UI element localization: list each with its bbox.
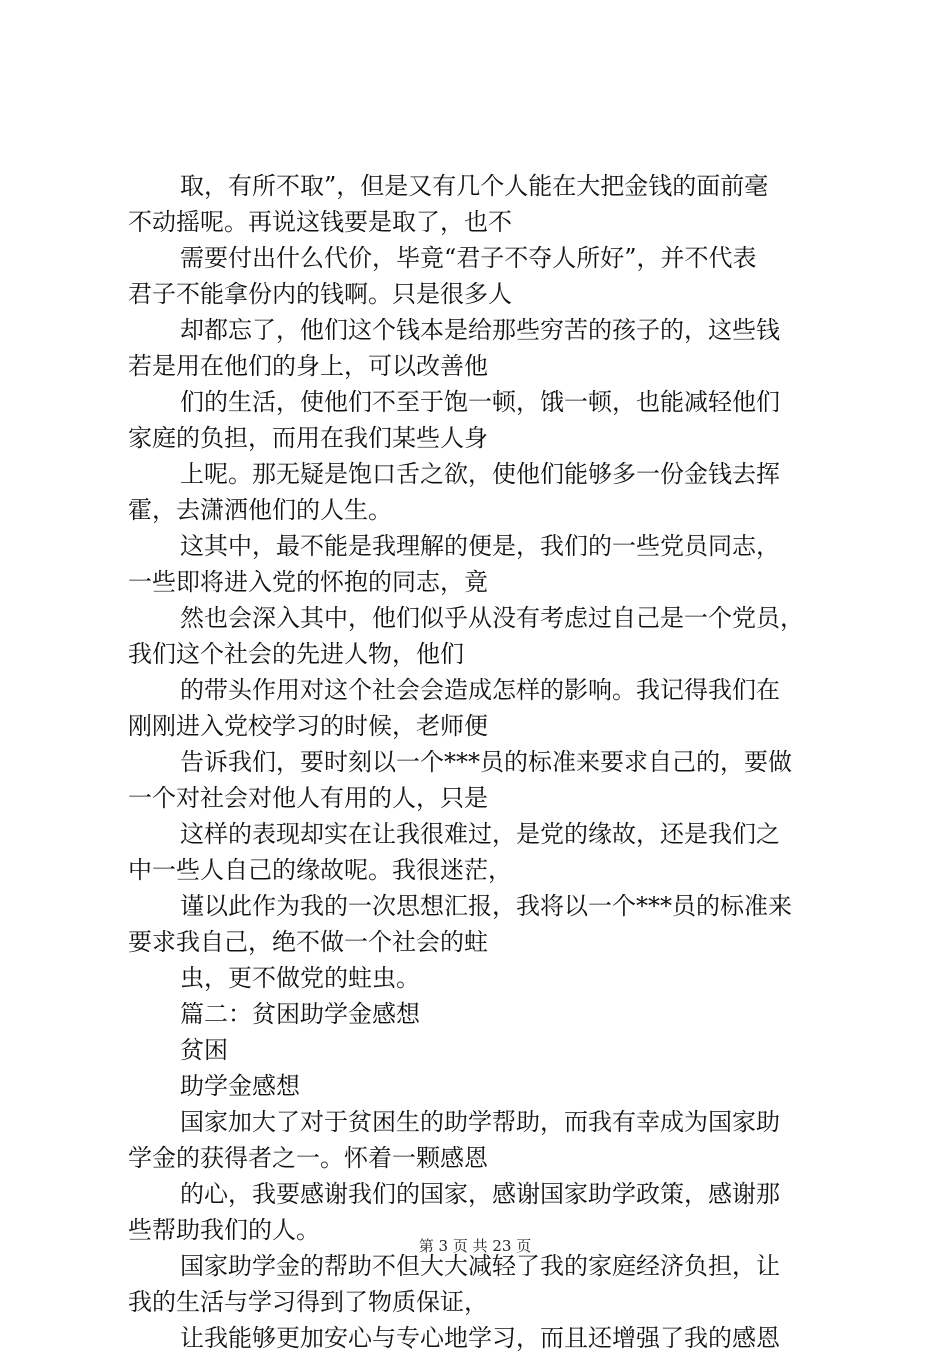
text-line: 这样的表现却实在让我很难过，是党的缘故，还是我们之 <box>180 820 780 848</box>
text-line: 国家加大了对于贫困生的助学帮助，而我有幸成为国家助 <box>180 1108 780 1136</box>
text-line: 虫，更不做党的蛀虫。 <box>180 964 420 992</box>
text-line: 贫困 <box>180 1036 228 1064</box>
text-line: 一些即将进入党的怀抱的同志，竟 <box>128 568 488 596</box>
text-line: 告诉我们，要时刻以一个***员的标准来要求自己的，要做 <box>180 748 792 776</box>
text-line: 学金的获得者之一。怀着一颗感恩 <box>128 1144 488 1172</box>
text-line: 助学金感想 <box>180 1072 300 1100</box>
text-line: 些帮助我们的人。 <box>128 1216 320 1244</box>
text-line: 刚刚进入党校学习的时候，老师便 <box>128 712 488 740</box>
text-line: 这其中，最不能是我理解的便是，我们的一些党员同志， <box>180 532 780 560</box>
text-line: 然也会深入其中，他们似乎从没有考虑过自己是一个党员， <box>180 604 804 632</box>
text-line: 取，有所不取”，但是又有几个人能在大把金钱的面前毫 <box>180 172 769 200</box>
text-line: 让我能够更加安心与专心地学习，而且还增强了我的感恩 <box>180 1324 780 1352</box>
text-line: 却都忘了，他们这个钱本是给那些穷苦的孩子的，这些钱 <box>180 316 780 344</box>
text-line: 一个对社会对他人有用的人，只是 <box>128 784 488 812</box>
text-line: 谨以此作为我的一次思想汇报，我将以一个***员的标准来 <box>180 892 792 920</box>
page-number-footer: 第 3 页 共 23 页 <box>418 1237 532 1255</box>
text-line: 霍，去潇洒他们的人生。 <box>128 496 392 524</box>
text-line: 不动摇呢。再说这钱要是取了，也不 <box>128 208 512 236</box>
text-line: 家庭的负担，而用在我们某些人身 <box>128 424 488 452</box>
text-line: 们的生活，使他们不至于饱一顿，饿一顿，也能减轻他们 <box>180 388 780 416</box>
text-line: 上呢。那无疑是饱口舌之欲，使他们能够多一份金钱去挥 <box>180 460 780 488</box>
text-line: 我们这个社会的先进人物，他们 <box>128 640 464 668</box>
text-line: 君子不能拿份内的钱啊。只是很多人 <box>128 280 512 308</box>
section-heading: 篇二：贫困助学金感想 <box>180 1000 420 1028</box>
text-line: 我的生活与学习得到了物质保证， <box>128 1288 488 1316</box>
text-line: 需要付出什么代价，毕竟“君子不夺人所好”，并不代表 <box>180 244 757 272</box>
text-line: 的带头作用对这个社会会造成怎样的影响。我记得我们在 <box>180 676 780 704</box>
text-line: 国家助学金的帮助不但大大减轻了我的家庭经济负担，让 <box>180 1252 780 1280</box>
document-body <box>128 168 838 1356</box>
text-line: 中一些人自己的缘故呢。我很迷茫， <box>128 856 512 884</box>
text-line: 的心，我要感谢我们的国家，感谢国家助学政策，感谢那 <box>180 1180 780 1208</box>
text-line: 要求我自己，绝不做一个社会的蛀 <box>128 928 488 956</box>
text-line: 若是用在他们的身上，可以改善他 <box>128 352 488 380</box>
